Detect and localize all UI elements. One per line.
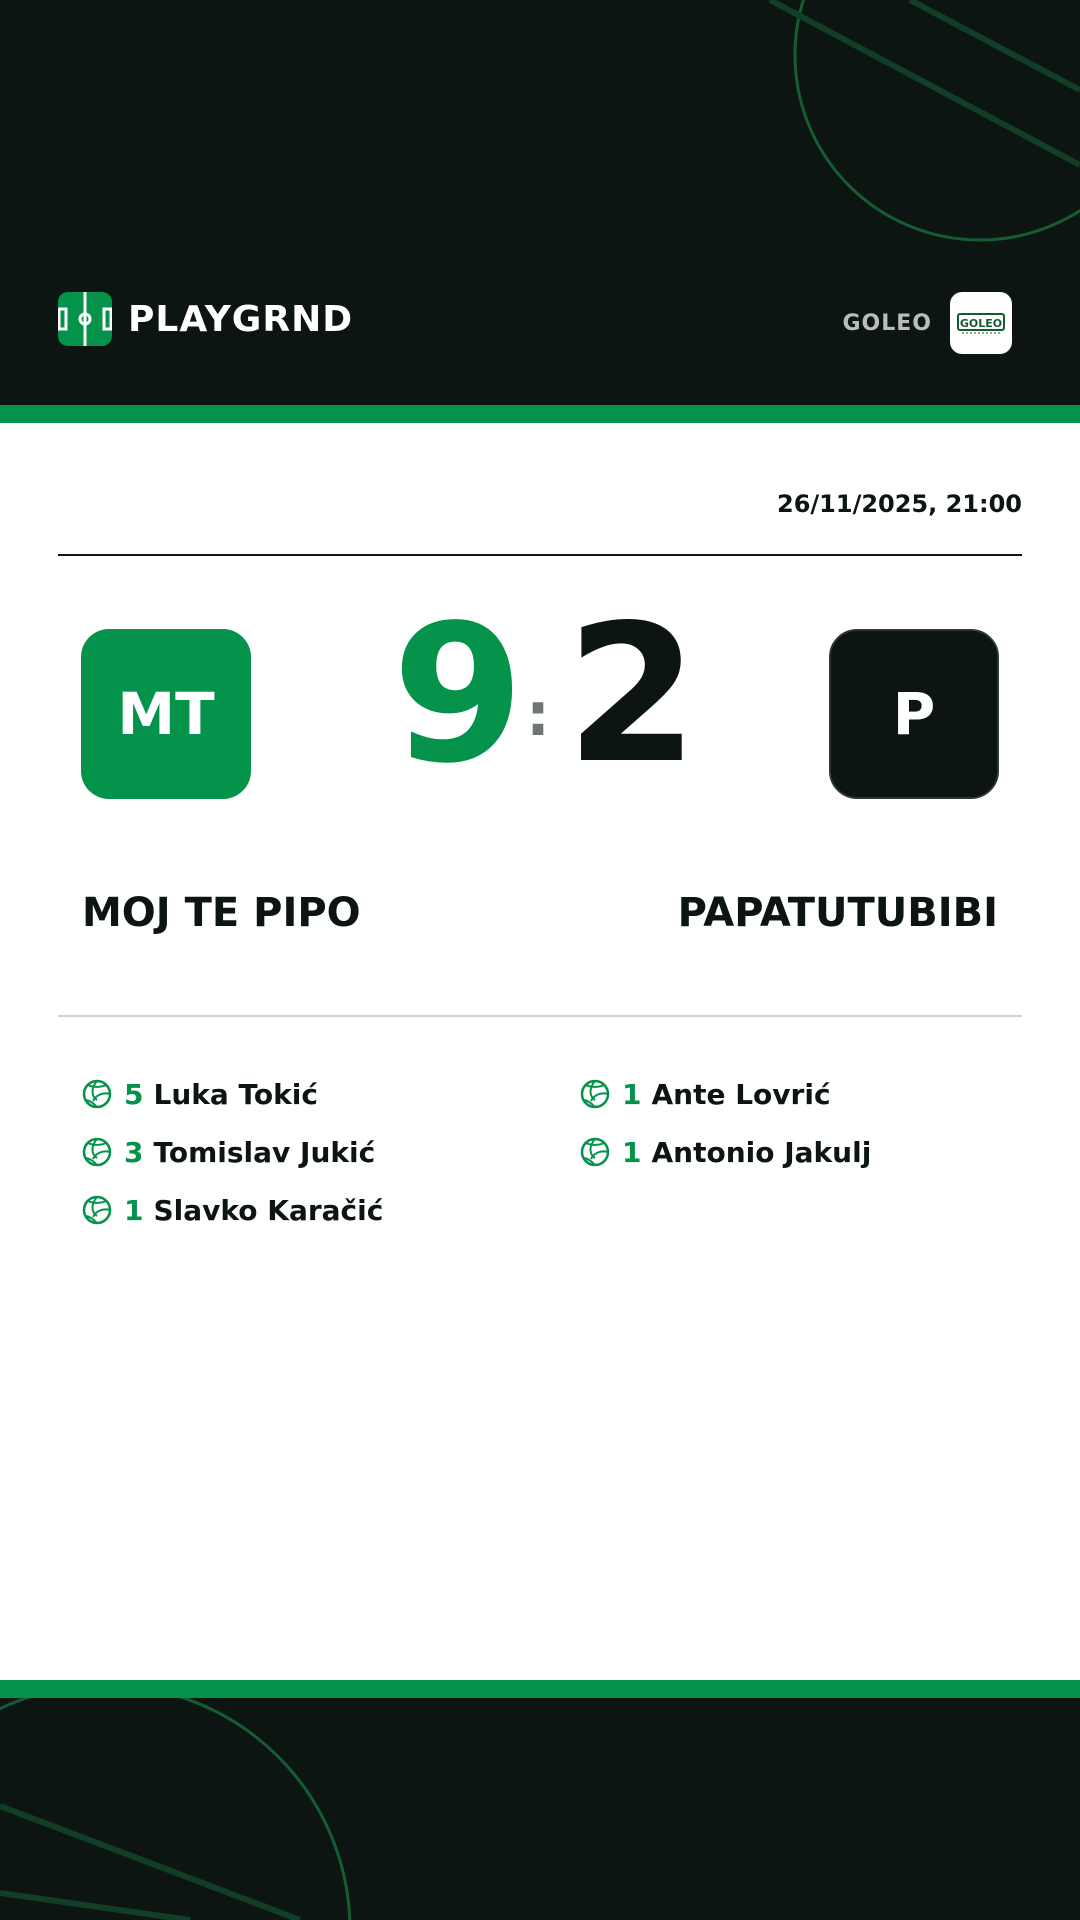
soccer-ball-icon (580, 1137, 610, 1167)
scorer-name: Tomislav Jukić (153, 1135, 376, 1169)
match-datetime: 26/11/2025, 21:00 (777, 490, 1022, 518)
home-scorers-list (82, 1065, 383, 1239)
soccer-ball-icon (580, 1079, 610, 1109)
scorer-name: Slavko Karačić (153, 1193, 384, 1227)
header-banner (0, 0, 1080, 405)
partner-logo (950, 292, 1012, 354)
goleo-logo-icon (956, 310, 1006, 336)
scorer-item (580, 1065, 871, 1123)
scorer-goals: 1 (124, 1193, 144, 1227)
scorer-item (82, 1123, 383, 1181)
soccer-ball-icon (82, 1079, 112, 1109)
soccer-ball-icon (82, 1137, 112, 1167)
scorer-goals: 1 (622, 1077, 642, 1111)
scorer-goals: 1 (622, 1135, 642, 1169)
away-team-name: PAPATUTUBIBI (677, 890, 998, 936)
away-team-logo: P (829, 629, 999, 799)
home-team-logo: MT (81, 629, 251, 799)
scorer-name: Antonio Jakulj (651, 1135, 872, 1169)
pitch-lines-decoration (0, 1698, 1080, 1920)
score-separator: : (526, 680, 550, 750)
brand-name: PLAYGRND (128, 298, 354, 340)
scorer-item (82, 1065, 383, 1123)
footer-banner (0, 1698, 1080, 1920)
divider (58, 554, 1022, 556)
home-score: 9 (392, 584, 525, 805)
scorer-name: Luka Tokić (153, 1077, 318, 1111)
partner (842, 292, 1012, 354)
pitch-icon (58, 292, 112, 346)
footer-accent-bar (0, 1680, 1080, 1698)
scorer-item (82, 1181, 383, 1239)
home-team-name: MOJ TE PIPO (82, 890, 361, 936)
divider (58, 1015, 1022, 1017)
partner-logo-text: GOLEO (959, 317, 1003, 330)
scorer-goals: 5 (124, 1077, 144, 1111)
scorer-name: Ante Lovrić (651, 1077, 831, 1111)
brand (58, 292, 353, 346)
header-accent-bar (0, 405, 1080, 423)
scorer-goals: 3 (124, 1135, 144, 1169)
soccer-ball-icon (82, 1195, 112, 1225)
scorer-item (580, 1123, 871, 1181)
partner-name: GOLEO (842, 310, 932, 336)
away-score: 2 (566, 584, 699, 805)
away-scorers-list (580, 1065, 871, 1181)
